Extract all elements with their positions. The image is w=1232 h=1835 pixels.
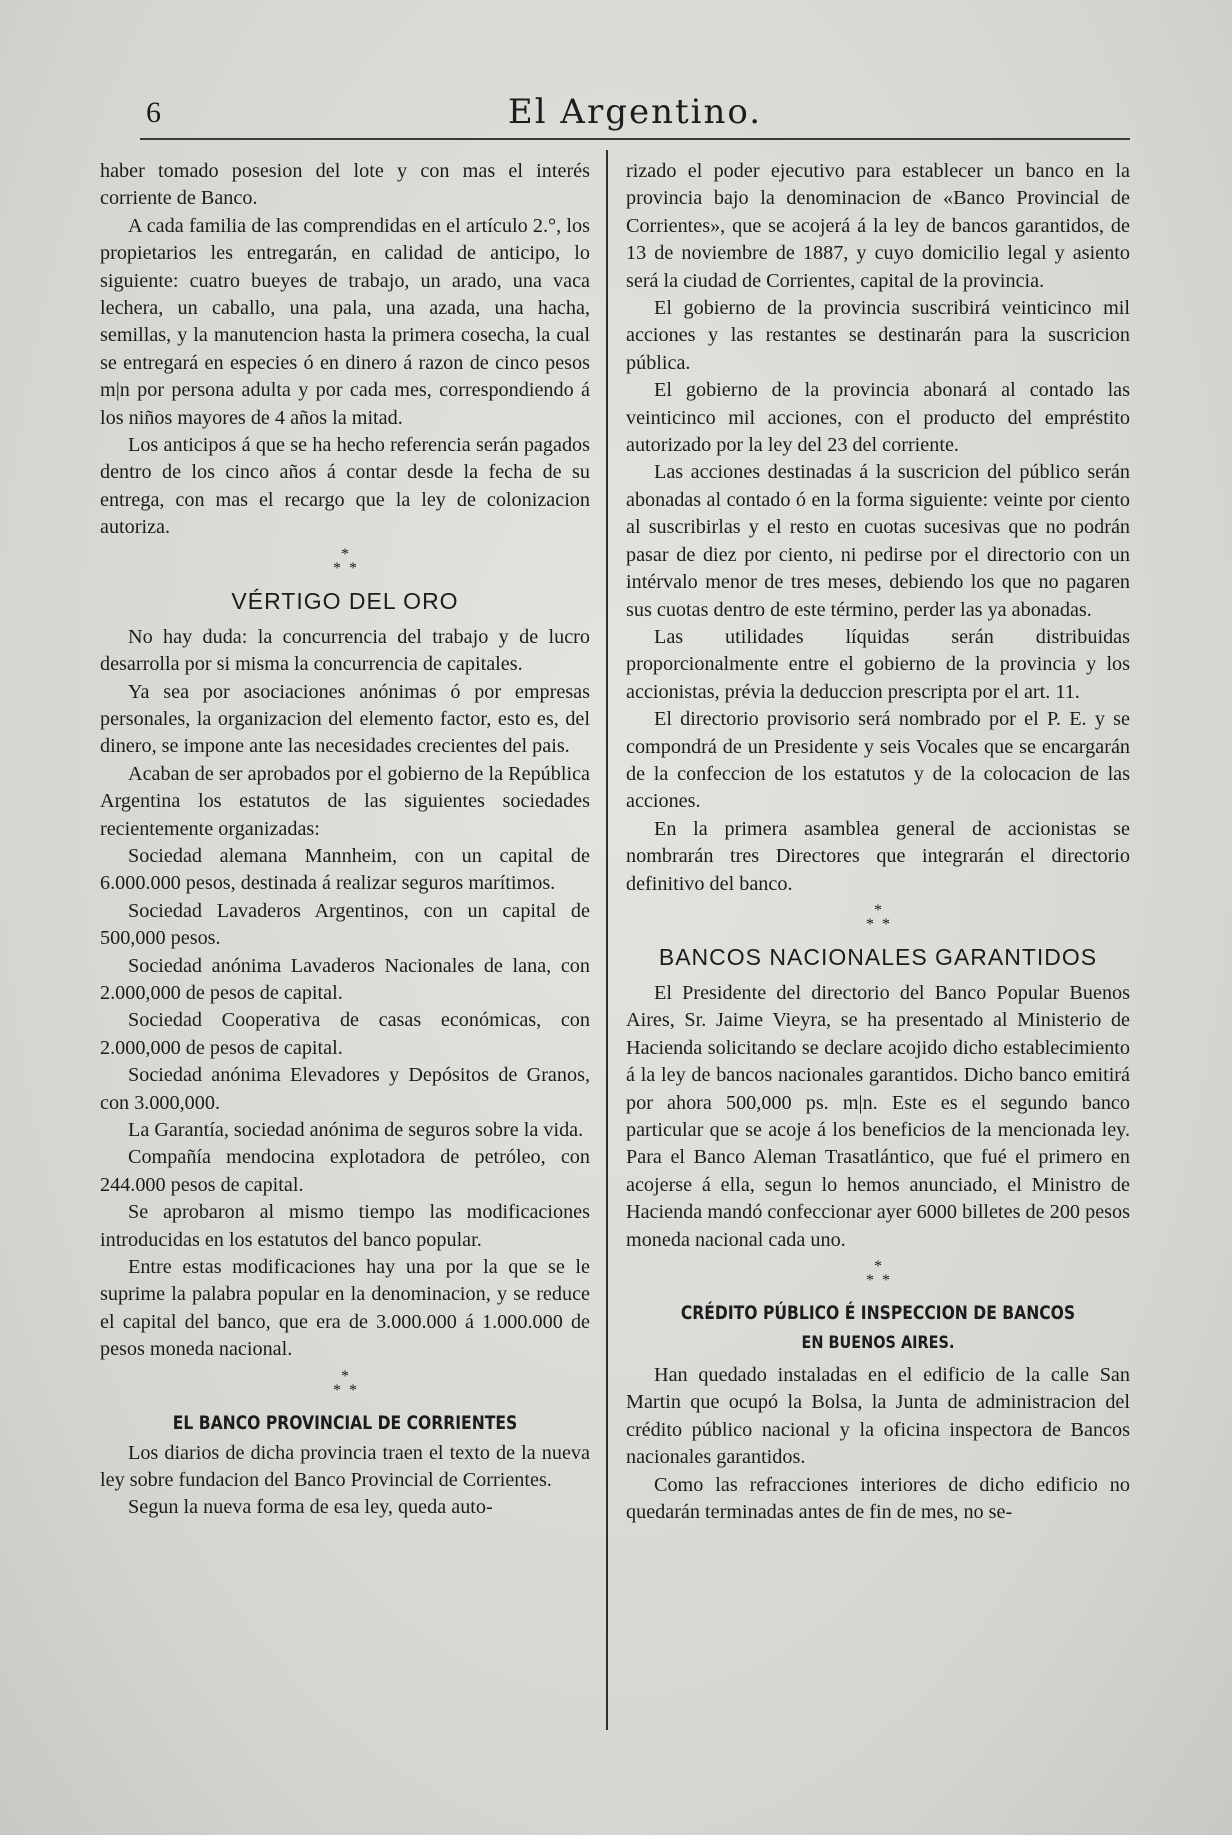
header-rule [140, 138, 1130, 140]
paragraph: No hay duda: la concurrencia del trabajo y de lucro desarrolla por si misma la concurrencia de capitales. [100, 625, 590, 676]
paragraph: Sociedad Lavaderos Argentinos, con un capital de 500,000 pesos. [100, 899, 590, 950]
paragraph: El directorio provisorio será nombrado por el P. E. y se compondrá de un Presidente y seis Vocales que se encargarán de la confeccion de los estatutos y de la colocacion de las acciones. [626, 708, 1130, 813]
right-column [626, 158, 1130, 1526]
left-column [100, 158, 590, 1522]
page-number: 6 [146, 96, 161, 129]
section-separator [626, 901, 1130, 933]
paragraph: A cada familia de las comprendidas en el artículo 2.°, los propietarios les entregarán, en calidad de anticipo, lo siguiente: cuatro bueyes de trabajo, un arado, una vaca lechera, un caballo, una pala, una azada, una hacha, semillas, y la manutencion hasta la primera cosecha, la cual se entregará en especies ó en dinero á razon de cinco pesos m|n por persona adulta y por cada mes, correspondiendo á los niños mayores de 4 años la mitad. [100, 214, 590, 429]
paragraph: Sociedad Cooperativa de casas económicas, con 2.000,000 de pesos de capital. [100, 1009, 590, 1059]
paragraph: rizado el poder ejecutivo para establecer un banco en la provincia bajo la denominacion de «Banco Provincial de Corrientes», que se acojerá á la ley de bancos garantidos, de 13 de noviembre de 1887, y cuyo domicilio legal y asiento será la ciudad de Corrientes, capital de la provincia. [626, 160, 1130, 292]
section-subheading: EN BUENOS AIRES. [801, 1333, 955, 1354]
star-pair: * * [333, 559, 357, 577]
paragraph: Sociedad alemana Mannheim, con un capital de 6.000.000 pesos, destinada á realizar seguros marítimos. [100, 844, 590, 895]
star-pair: * * [866, 1272, 890, 1290]
paragraph: Entre estas modificaciones hay una por la que se le suprime la palabra popular en la denominacion, y se reduce el capital del banco, que era de 3.000.000 á 1.000.000 de pesos moneda nacional. [100, 1256, 590, 1361]
star-glyph: * [874, 901, 882, 919]
paragraph: Acaban de ser aprobados por el gobierno de la República Argentina los estatutos de las siguientes sociedades recientemente organizadas: [100, 762, 590, 840]
section-heading: EL BANCO PROVINCIAL DE CORRIENTES [172, 1411, 518, 1434]
paragraph: haber tomado posesion del lote y con mas el interés corriente de Banco. [100, 160, 590, 210]
column-divider [606, 150, 608, 1730]
paragraph: Las acciones destinadas á la suscricion del público serán abonadas al contado ó en la forma siguiente: veinte por ciento al suscribirlas y el resto en cuotas sucesivas que no podrán pasar de diez por ciento, ni pedirse por el directorio con un intérvalo menor de tres meses, debiendo los que no pagaren sus cuotas dentro de este término, perder las ya abonadas. [626, 461, 1130, 621]
paragraph: Como las refracciones interiores de dicho edificio no quedarán terminadas antes de fin de mes, no se- [626, 1473, 1130, 1524]
section-separator [100, 1367, 590, 1399]
page-header [140, 92, 1130, 136]
paragraph: Las utilidades líquidas serán distribuidas proporcionalmente entre el gobierno de la provincia y los accionistas, prévia la deduccion prescripta por el art. 11. [626, 625, 1130, 703]
paragraph: El Presidente del directorio del Banco Popular Buenos Aires, Sr. Jaime Vieyra, se ha presentado al Ministerio de Hacienda solicitando se declare acojido dicho establecimiento á la ley de bancos nacionales garantidos. Dicho banco emitirá por ahora 500,000 ps. m|n. Este es el segundo banco particular que se acoje á los beneficios de la mencionada ley. Para el Banco Aleman Trasatlántico, que fué el primero en acojerse á ella, segun lo hemos anunciado, el Ministro de Hacienda mandó confeccionar ayer 6000 billetes de 200 pesos moneda nacional cada uno. [626, 981, 1130, 1251]
section-separator [100, 545, 590, 577]
paragraph: Segun la nueva forma de esa ley, queda auto- [128, 1496, 493, 1519]
paragraph: La Garantía, sociedad anónima de seguros sobre la vida. [128, 1119, 584, 1141]
section-heading: BANCOS NACIONALES GARANTIDOS [658, 943, 1098, 970]
paragraph: Se aprobaron al mismo tiempo las modificaciones introducidas en los estatutos del banco popular. [100, 1201, 590, 1251]
star-glyph: * [341, 545, 349, 563]
section-heading: CRÉDITO PÚBLICO É INSPECCION DE BANCOS [680, 1302, 1076, 1325]
paragraph: Sociedad anónima Elevadores y Depósitos de Granos, con 3.000,000. [100, 1064, 590, 1114]
paragraph: Han quedado instaladas en el edificio de la calle San Martin que ocupó la Bolsa, la Junta de administracion del crédito público nacional y la oficina inspectora de Bancos nacionales garantidos. [626, 1364, 1130, 1469]
star-pair: * * [866, 915, 890, 933]
paragraph: Los anticipos á que se ha hecho referencia serán pagados dentro de los cinco años á contar desde la fecha de su entrega, con mas el recargo que la ley de colonizacion autoriza. [100, 434, 590, 539]
paragraph: Ya sea por asociaciones anónimas ó por empresas personales, la organizacion del elemento factor, esto es, del dinero, se impone ante las necesidades crecientes del pais. [100, 680, 590, 758]
paragraph: En la primera asamblea general de accionistas se nombrarán tres Directores que integrarán el directorio definitivo del banco. [626, 817, 1130, 895]
star-glyph: * [874, 1258, 882, 1276]
star-pair: * * [333, 1381, 357, 1399]
star-glyph: * [341, 1367, 349, 1385]
section-heading: VÉRTIGO DEL ORO [231, 587, 459, 614]
section-separator [626, 1260, 1130, 1288]
paragraph: Sociedad anónima Lavaderos Nacionales de lana, con 2.000,000 de pesos de capital. [100, 954, 590, 1004]
paragraph: Los diarios de dicha provincia traen el texto de la nueva ley sobre fundacion del Banco Provincial de Corrientes. [100, 1441, 590, 1492]
paragraph: El gobierno de la provincia suscribirá veinticinco mil acciones y las restantes se destinarán para la suscricion pública. [626, 297, 1130, 374]
paragraph: El gobierno de la provincia abonará al contado las veinticinco mil acciones, con el producto del empréstito autorizado por la ley del 23 del corriente. [626, 379, 1130, 457]
paragraph: Compañía mendocina explotadora de petróleo, con 244.000 pesos de capital. [100, 1146, 590, 1196]
masthead: El Argentino. [507, 92, 763, 132]
